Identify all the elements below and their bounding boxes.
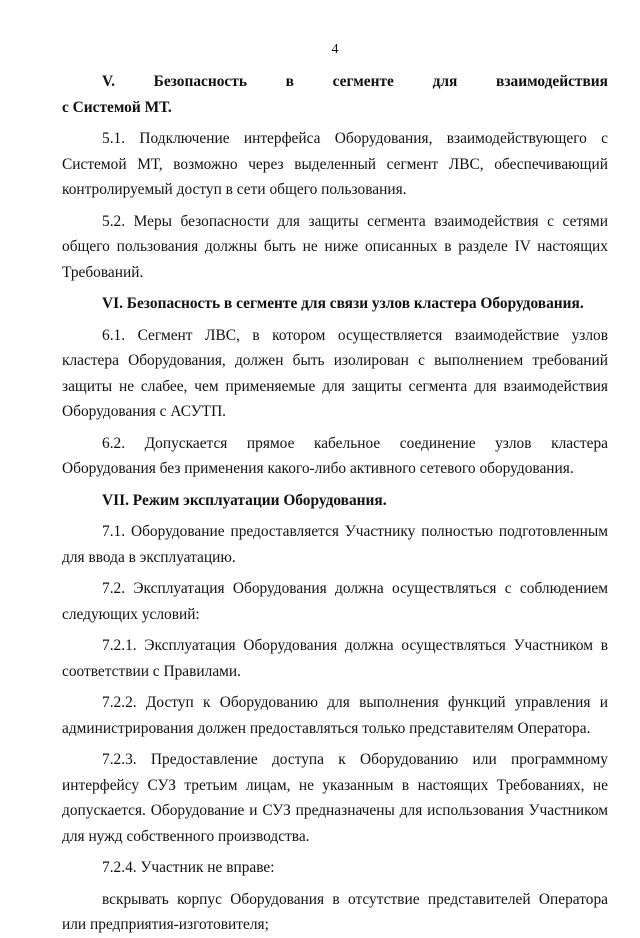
paragraph-7-2-1: 7.2.1. Эксплуатация Оборудования должна осуществляться Участником в соответствии с Правилами. bbox=[62, 637, 608, 680]
paragraph-5-2: 5.2. Меры безопасности для защиты сегмента взаимодействия с сетями общего пользования должны быть не ниже описанных в разделе IV настоящих Требований. bbox=[62, 212, 608, 281]
paragraph-5-1: 5.1. Подключение интерфейса Оборудования, взаимодействующего с Системой МТ, возможно через выделенный сегмент ЛВС, обеспечивающий контролируемый доступ в сети общего пользования. bbox=[62, 130, 608, 198]
paragraph-7-1: 7.1. Оборудование предоставляется Участнику полностью подготовленным для ввода в эксплуатацию. bbox=[62, 523, 608, 566]
section-7-heading: VII. Режим эксплуатации Оборудования. bbox=[102, 491, 387, 509]
paragraph-7-2-3: 7.2.3. Предоставление доступа к Оборудованию или программному интерфейсу СУЗ третьим лицам, не указанным в настоящих Требованиях, не допускается. Оборудование и СУЗ предназначены для использования Участником для нужд собственного производства. bbox=[62, 751, 608, 845]
section-5-heading-line1: V. Безопасность в сегменте для взаимодействия bbox=[102, 73, 608, 90]
paragraph-6-2: 6.2. Допускается прямое кабельное соединение узлов кластера Оборудования без применения какого-либо активного сетевого оборудования. bbox=[62, 434, 608, 477]
page-number: 4 bbox=[331, 42, 339, 57]
section-5-heading-line2: с Системой МТ. bbox=[62, 98, 172, 116]
paragraph-7-2-4: 7.2.4. Участник не вправе: bbox=[102, 859, 275, 876]
paragraph-7-2: 7.2. Эксплуатация Оборудования должна осуществляться с соблюдением следующих условий: bbox=[62, 580, 608, 623]
paragraph-7-2-4-item: вскрывать корпус Оборудования в отсутствие представителей Оператора или предприятия-изготовителя; bbox=[62, 890, 608, 933]
section-6-heading: VI. Безопасность в сегменте для связи узлов кластера Оборудования. bbox=[102, 295, 584, 312]
paragraph-7-2-2: 7.2.2. Доступ к Оборудованию для выполнения функций управления и администрирования должен предоставляться только представителям Оператора. bbox=[62, 694, 608, 737]
paragraph-6-1: 6.1. Сегмент ЛВС, в котором осуществляется взаимодействие узлов кластера Оборудования, должен быть изолирован с выполнением требований защиты не слабее, чем применяемые для защиты сегмента для взаимодействия Оборудования с АСУТП. bbox=[62, 326, 608, 420]
